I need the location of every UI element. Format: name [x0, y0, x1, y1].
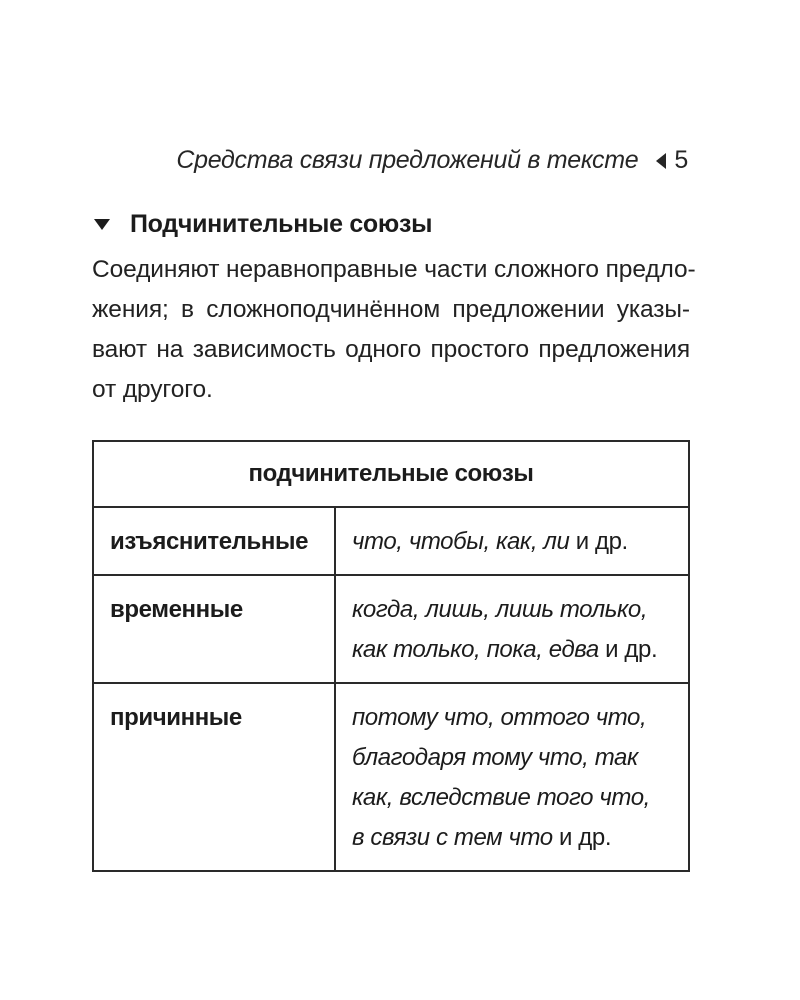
paragraph-line: Соединяют неравноправные части сложного предло-	[92, 256, 696, 283]
paragraph-line: жения; в сложноподчинённом предложении указы-	[92, 296, 690, 323]
example-line: как, вследствие того что,	[352, 784, 650, 811]
running-head	[176, 146, 688, 175]
example-line: как только, пока, едва и др.	[352, 636, 658, 663]
example-line: в связи с тем что и др.	[352, 824, 612, 851]
conjunction-type: причинные	[93, 683, 335, 871]
conjunction-examples	[335, 507, 689, 575]
example-line: что, чтобы, как, ли и др.	[352, 528, 628, 555]
table-header: подчинительные союзы	[93, 441, 689, 507]
triangle-down-icon	[94, 219, 110, 230]
paragraph-line: от другого.	[92, 376, 213, 403]
table-row	[93, 575, 689, 683]
example-line: когда, лишь, лишь только,	[352, 596, 648, 623]
page-number: 5	[674, 146, 688, 174]
running-head-title: Средства связи предложений в тексте	[176, 146, 639, 174]
table-row	[93, 683, 689, 871]
paragraph-line: вают на зависимость одного простого предложения	[92, 336, 690, 363]
conjunction-examples	[335, 683, 689, 871]
conjunction-type: изъяснительные	[93, 507, 335, 575]
section-heading-text: Подчинительные союзы	[130, 210, 433, 238]
example-line: благодаря тому что, так	[352, 744, 638, 771]
section-heading	[94, 210, 432, 239]
conjunction-examples	[335, 575, 689, 683]
conjunctions-table	[92, 440, 690, 872]
table-row	[93, 507, 689, 575]
triangle-left-icon	[656, 153, 666, 169]
section-paragraph	[92, 250, 696, 410]
example-line: потому что, оттого что,	[352, 704, 647, 731]
conjunction-type: временные	[93, 575, 335, 683]
